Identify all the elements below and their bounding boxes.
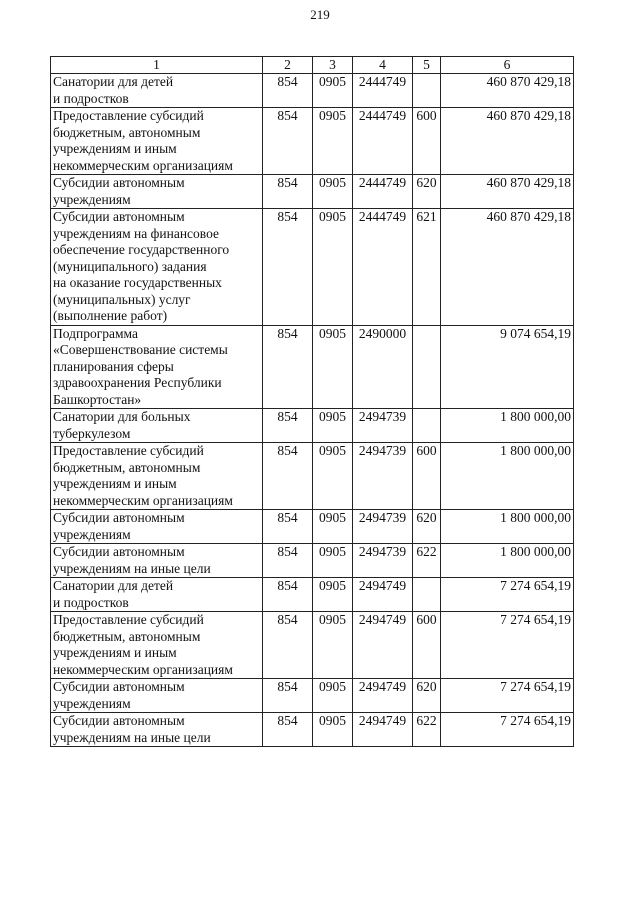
header-col-1: 1 (51, 57, 263, 74)
table-header (51, 57, 574, 74)
target-article-cell: 2494749 (353, 713, 413, 747)
section-code-cell: 0905 (313, 209, 353, 326)
target-article-cell: 2494749 (353, 612, 413, 679)
amount-cell: 460 870 429,18 (441, 74, 574, 108)
item-name-cell: Предоставление субсидий бюджетным, автономным учреждениям и иным некоммерческим организациям (51, 612, 263, 679)
target-article-cell: 2494739 (353, 409, 413, 443)
amount-cell: 1 800 000,00 (441, 409, 574, 443)
expense-type-cell: 620 (413, 510, 441, 544)
amount-cell: 7 274 654,19 (441, 578, 574, 612)
expense-type-cell: 621 (413, 209, 441, 326)
item-name-cell: Санатории для детей и подростков (51, 74, 263, 108)
expense-type-cell: 600 (413, 108, 441, 175)
ministry-code-cell: 854 (263, 510, 313, 544)
expense-type-cell (413, 325, 441, 409)
target-article-cell: 2444749 (353, 74, 413, 108)
section-code-cell: 0905 (313, 409, 353, 443)
table-row (51, 510, 574, 544)
ministry-code-cell: 854 (263, 108, 313, 175)
ministry-code-cell: 854 (263, 74, 313, 108)
amount-cell: 7 274 654,19 (441, 679, 574, 713)
table-row (51, 713, 574, 747)
section-code-cell: 0905 (313, 175, 353, 209)
budget-table (50, 56, 574, 747)
target-article-cell: 2490000 (353, 325, 413, 409)
expense-type-cell (413, 409, 441, 443)
target-article-cell: 2444749 (353, 209, 413, 326)
amount-cell: 1 800 000,00 (441, 510, 574, 544)
table-row (51, 108, 574, 175)
table-body (51, 74, 574, 747)
expense-type-cell: 600 (413, 443, 441, 510)
amount-cell: 1 800 000,00 (441, 443, 574, 510)
section-code-cell: 0905 (313, 679, 353, 713)
item-name-cell: Подпрограмма «Совершенствование системы планирования сферы здравоохранения Республики Башкортостан» (51, 325, 263, 409)
amount-cell: 9 074 654,19 (441, 325, 574, 409)
table-row (51, 209, 574, 326)
ministry-code-cell: 854 (263, 175, 313, 209)
header-col-6: 6 (441, 57, 574, 74)
section-code-cell: 0905 (313, 108, 353, 175)
amount-cell: 460 870 429,18 (441, 209, 574, 326)
expense-type-cell: 622 (413, 713, 441, 747)
expense-type-cell (413, 74, 441, 108)
ministry-code-cell: 854 (263, 325, 313, 409)
amount-cell: 1 800 000,00 (441, 544, 574, 578)
expense-type-cell: 620 (413, 175, 441, 209)
item-name-cell: Предоставление субсидий бюджетным, автономным учреждениям и иным некоммерческим организациям (51, 108, 263, 175)
item-name-cell: Предоставление субсидий бюджетным, автономным учреждениям и иным некоммерческим организациям (51, 443, 263, 510)
amount-cell: 7 274 654,19 (441, 713, 574, 747)
ministry-code-cell: 854 (263, 443, 313, 510)
item-name-cell: Субсидии автономным учреждениям (51, 679, 263, 713)
ministry-code-cell: 854 (263, 409, 313, 443)
expense-type-cell (413, 578, 441, 612)
item-name-cell: Санатории для больных туберкулезом (51, 409, 263, 443)
table-row (51, 612, 574, 679)
ministry-code-cell: 854 (263, 713, 313, 747)
section-code-cell: 0905 (313, 713, 353, 747)
item-name-cell: Санатории для детей и подростков (51, 578, 263, 612)
ministry-code-cell: 854 (263, 612, 313, 679)
amount-cell: 460 870 429,18 (441, 108, 574, 175)
header-col-4: 4 (353, 57, 413, 74)
target-article-cell: 2444749 (353, 108, 413, 175)
header-col-2: 2 (263, 57, 313, 74)
item-name-cell: Субсидии автономным учреждениям (51, 510, 263, 544)
section-code-cell: 0905 (313, 74, 353, 108)
target-article-cell: 2494749 (353, 578, 413, 612)
table-row (51, 544, 574, 578)
target-article-cell: 2494739 (353, 510, 413, 544)
expense-type-cell: 600 (413, 612, 441, 679)
page-number: 219 (310, 7, 330, 22)
expense-type-cell: 622 (413, 544, 441, 578)
amount-cell: 7 274 654,19 (441, 612, 574, 679)
ministry-code-cell: 854 (263, 679, 313, 713)
table-row (51, 175, 574, 209)
item-name-cell: Субсидии автономным учреждениям на финансовое обеспечение государственного (муниципального) задания на оказание государственных (муниципальных) услуг (выполнение работ) (51, 209, 263, 326)
table-row (51, 325, 574, 409)
section-code-cell: 0905 (313, 325, 353, 409)
section-code-cell: 0905 (313, 544, 353, 578)
ministry-code-cell: 854 (263, 209, 313, 326)
header-row (51, 57, 574, 74)
ministry-code-cell: 854 (263, 578, 313, 612)
section-code-cell: 0905 (313, 578, 353, 612)
item-name-cell: Субсидии автономным учреждениям на иные цели (51, 544, 263, 578)
table-row (51, 679, 574, 713)
expense-type-cell: 620 (413, 679, 441, 713)
table-row (51, 443, 574, 510)
section-code-cell: 0905 (313, 612, 353, 679)
amount-cell: 460 870 429,18 (441, 175, 574, 209)
section-code-cell: 0905 (313, 443, 353, 510)
header-col-3: 3 (313, 57, 353, 74)
table-row (51, 409, 574, 443)
header-col-5: 5 (413, 57, 441, 74)
table-row (51, 578, 574, 612)
target-article-cell: 2494739 (353, 544, 413, 578)
section-code-cell: 0905 (313, 510, 353, 544)
target-article-cell: 2494739 (353, 443, 413, 510)
target-article-cell: 2444749 (353, 175, 413, 209)
item-name-cell: Субсидии автономным учреждениям (51, 175, 263, 209)
table-row (51, 74, 574, 108)
item-name-cell: Субсидии автономным учреждениям на иные цели (51, 713, 263, 747)
ministry-code-cell: 854 (263, 544, 313, 578)
target-article-cell: 2494749 (353, 679, 413, 713)
